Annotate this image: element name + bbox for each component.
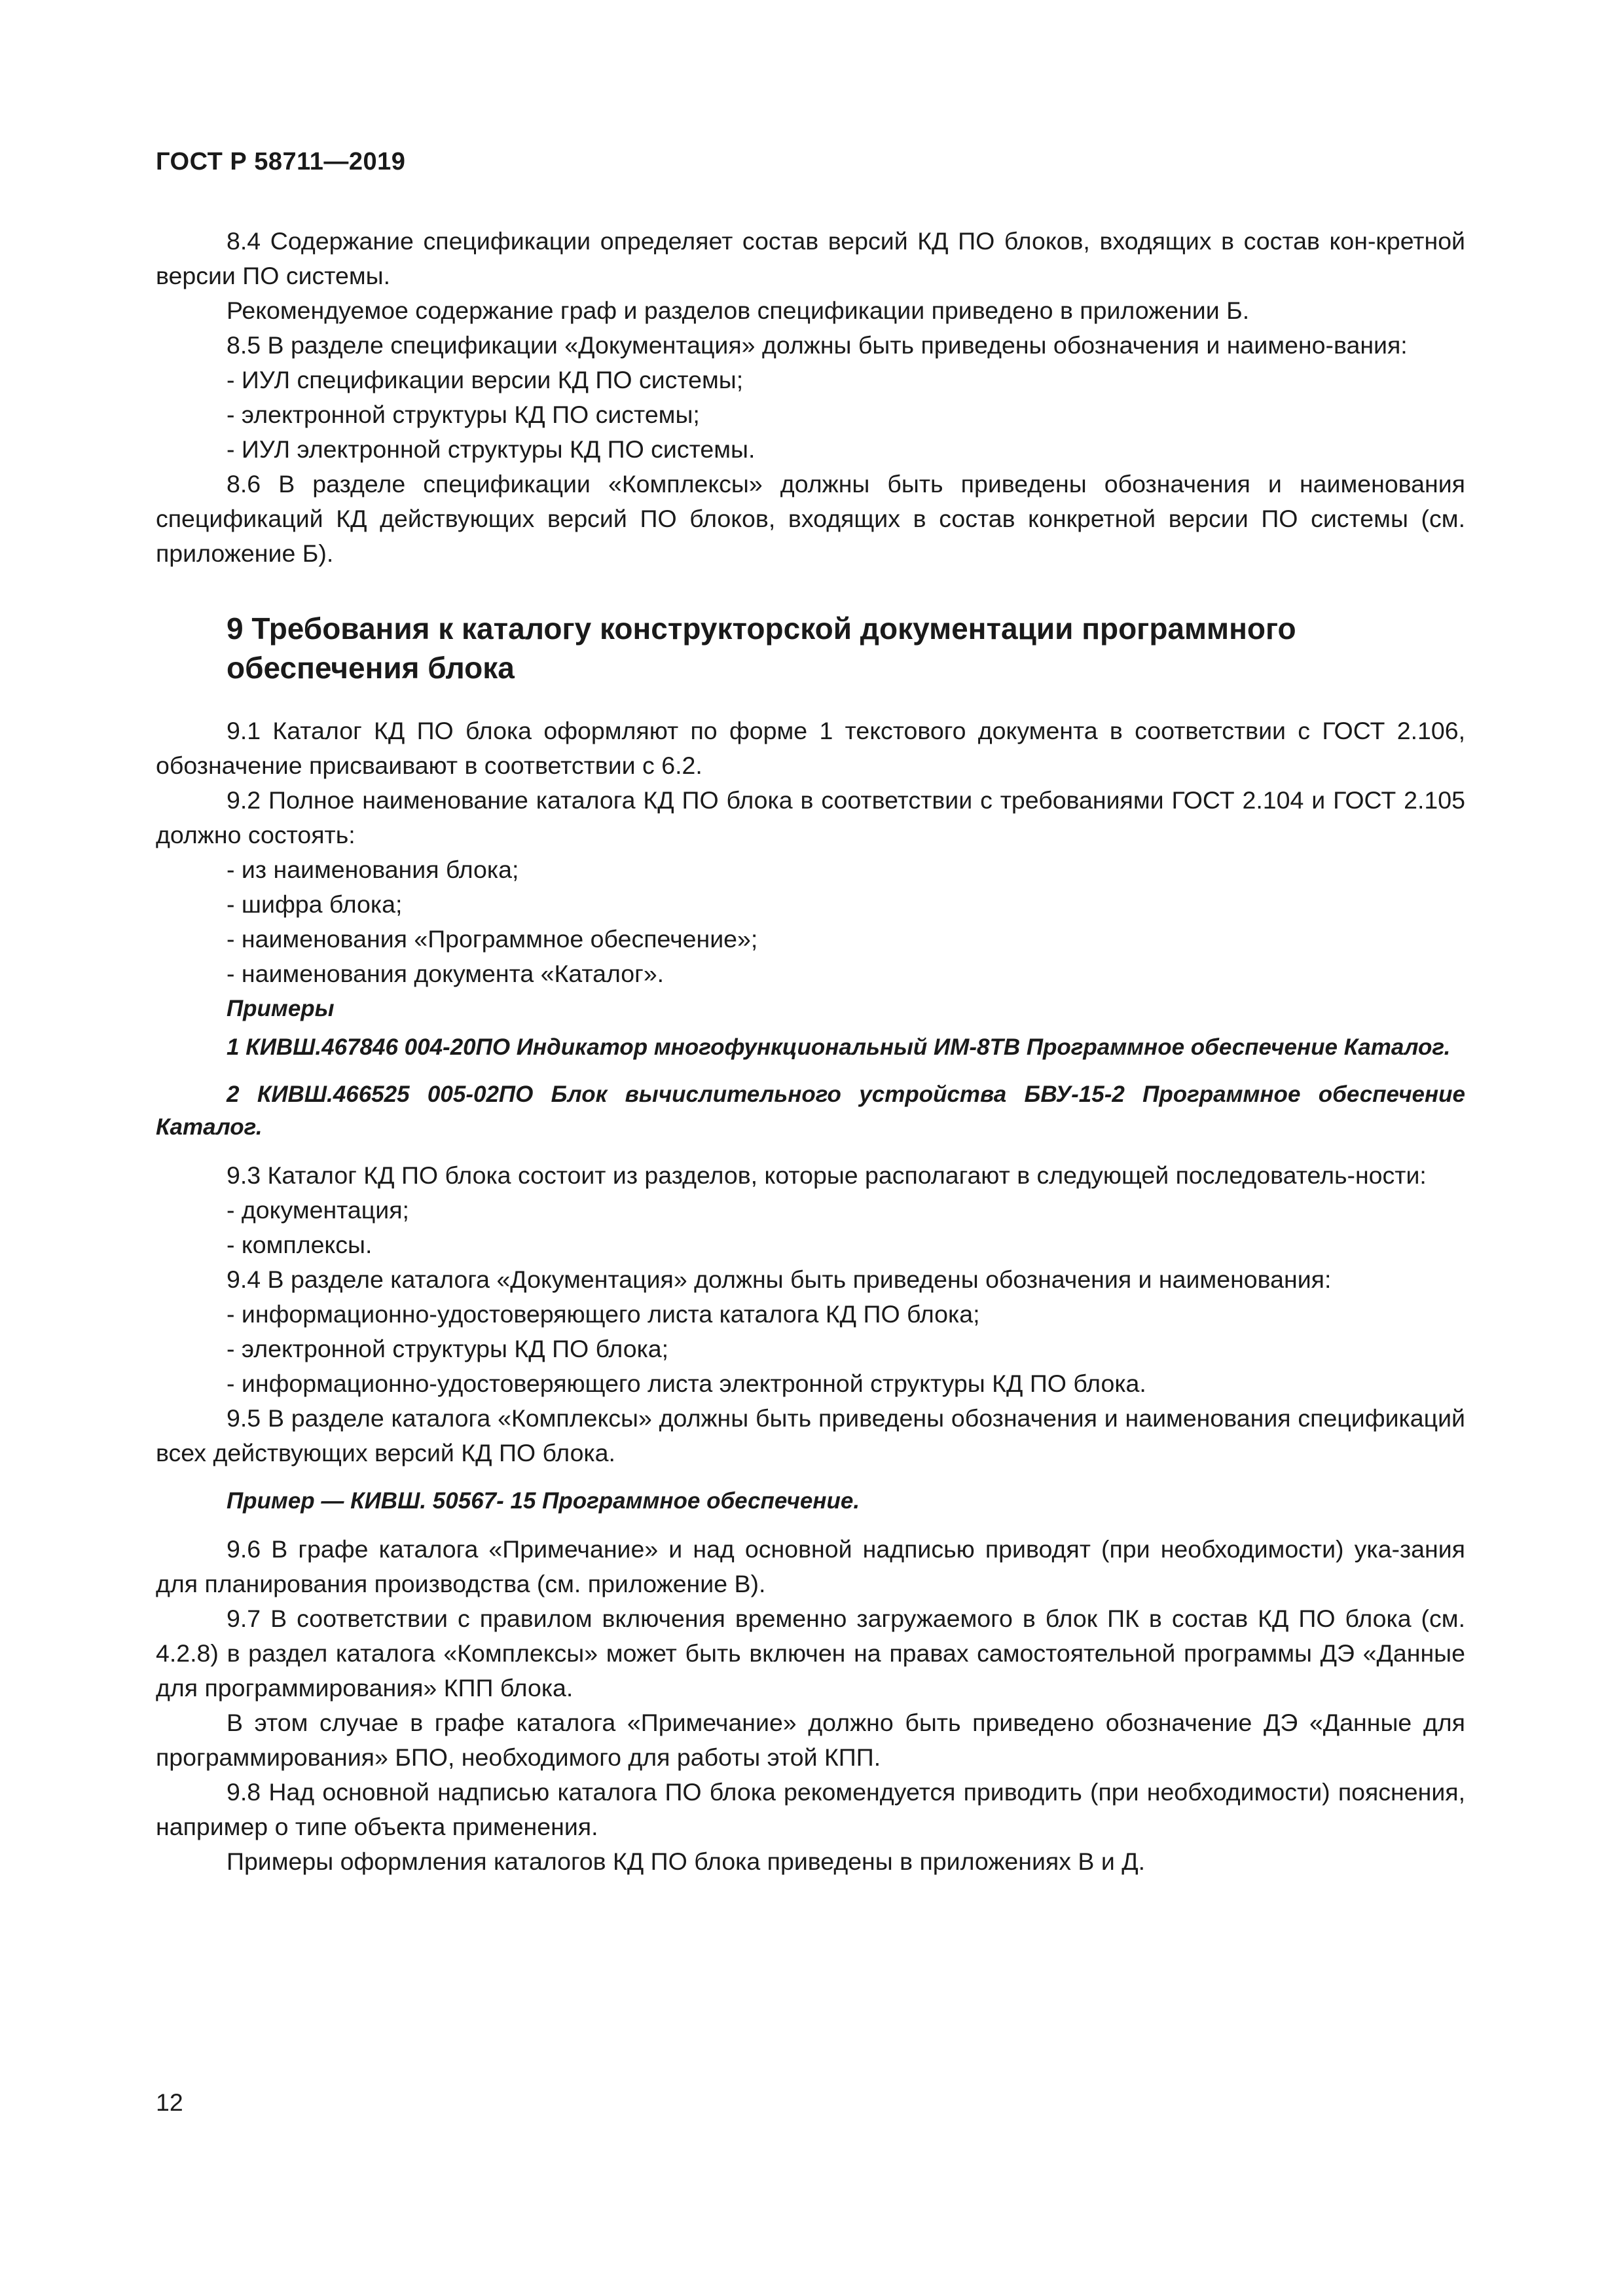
list-item: - электронной структуры КД ПО блока; xyxy=(156,1332,1465,1366)
paragraph-9-7: 9.7 В соответствии с правилом включения временно загружаемого в блок ПК в состав КД ПО блока (см. 4.2.8) в раздел каталога «Комплексы» может быть включен на правах самостоятельной программы ДЭ «Данные для программирования» КПП блока. xyxy=(156,1605,1465,1702)
paragraph-9-4: 9.4 В разделе каталога «Документация» должны быть приведены обозначения и наименования: xyxy=(227,1266,1332,1293)
paragraph-8-4: 8.4 Содержание спецификации определяет состав версий КД ПО блоков, входящих в состав кон-кретной версии ПО системы. xyxy=(156,227,1465,289)
list-item: - шифра блока; xyxy=(156,887,1465,922)
section-9-heading: 9 Требования к каталогу конструкторской документации программного обеспечения блока xyxy=(227,611,1296,685)
page-content xyxy=(156,224,1465,1879)
paragraph-8-5: 8.5 В разделе спецификации «Документация» должны быть приведены обозначения и наимено-вания: xyxy=(227,331,1408,359)
paragraph-9-2: 9.2 Полное наименование каталога КД ПО блока в соответствии с требованиями ГОСТ 2.104 и ГОСТ 2.105 должно состоять: xyxy=(156,786,1465,848)
example-2: 2 КИВШ.466525 005-02ПО Блок вычислительного устройства БВУ-15-2 Программное обеспечение Каталог. xyxy=(156,1082,1465,1140)
example-3: Пример — КИВШ. 50567- 15 Программное обеспечение. xyxy=(227,1488,860,1514)
paragraph-9-7-note: В этом случае в графе каталога «Примечание» должно быть приведено обозначение ДЭ «Данные для программирования» БПО, необходимого для работы этой КПП. xyxy=(156,1709,1465,1771)
page-number: 12 xyxy=(156,2088,183,2116)
paragraph-9-8-examples: Примеры оформления каталогов КД ПО блока приведены в приложениях В и Д. xyxy=(227,1848,1146,1875)
list-item: - из наименования блока; xyxy=(156,852,1465,887)
examples-title: Примеры xyxy=(227,996,335,1021)
list-item: - ИУЛ спецификации версии КД ПО системы; xyxy=(156,363,1465,397)
document-header: ГОСТ Р 58711—2019 xyxy=(156,148,406,175)
list-item: - комплексы. xyxy=(156,1228,1465,1262)
list-item: - информационно-удостоверяющего листа каталога КД ПО блока; xyxy=(156,1297,1465,1332)
paragraph-9-8: 9.8 Над основной надписью каталога ПО блока рекомендуется приводить (при необходимости) пояснения, например о типе объекта применения. xyxy=(156,1778,1465,1840)
list-item: - ИУЛ электронной структуры КД ПО системы. xyxy=(156,432,1465,467)
paragraph-9-6: 9.6 В графе каталога «Примечание» и над основной надписью приводят (при необходимости) ука-зания для планирования производства (см. приложение В). xyxy=(156,1535,1465,1597)
example-1: 1 КИВШ.467846 004-20ПО Индикатор многофункциональный ИМ-8ТВ Программное обеспечение Каталог. xyxy=(227,1034,1451,1060)
list-item: - информационно-удостоверяющего листа электронной структуры КД ПО блока. xyxy=(156,1366,1465,1401)
paragraph-8-6: 8.6 В разделе спецификации «Комплексы» должны быть приведены обозначения и наименования спецификаций КД действующих версий ПО блоков, входящих в состав конкретной версии ПО системы (см. приложение Б). xyxy=(156,470,1465,567)
list-item: - документация; xyxy=(156,1193,1465,1228)
list-item: - электронной структуры КД ПО системы; xyxy=(156,397,1465,432)
list-item: - наименования «Программное обеспечение»; xyxy=(156,922,1465,957)
paragraph-9-1: 9.1 Каталог КД ПО блока оформляют по форме 1 текстового документа в соответствии с ГОСТ 2.106, обозначение присваивают в соответствии с 6.2. xyxy=(156,717,1465,779)
paragraph-recommended: Рекомендуемое содержание граф и разделов спецификации приведено в приложении Б. xyxy=(227,297,1250,324)
list-item: - наименования документа «Каталог». xyxy=(156,957,1465,991)
paragraph-9-3: 9.3 Каталог КД ПО блока состоит из разделов, которые располагают в следующей последователь-ности: xyxy=(227,1161,1427,1189)
paragraph-9-5: 9.5 В разделе каталога «Комплексы» должны быть приведены обозначения и наименования спецификаций всех действующих версий КД ПО блока. xyxy=(156,1404,1465,1467)
